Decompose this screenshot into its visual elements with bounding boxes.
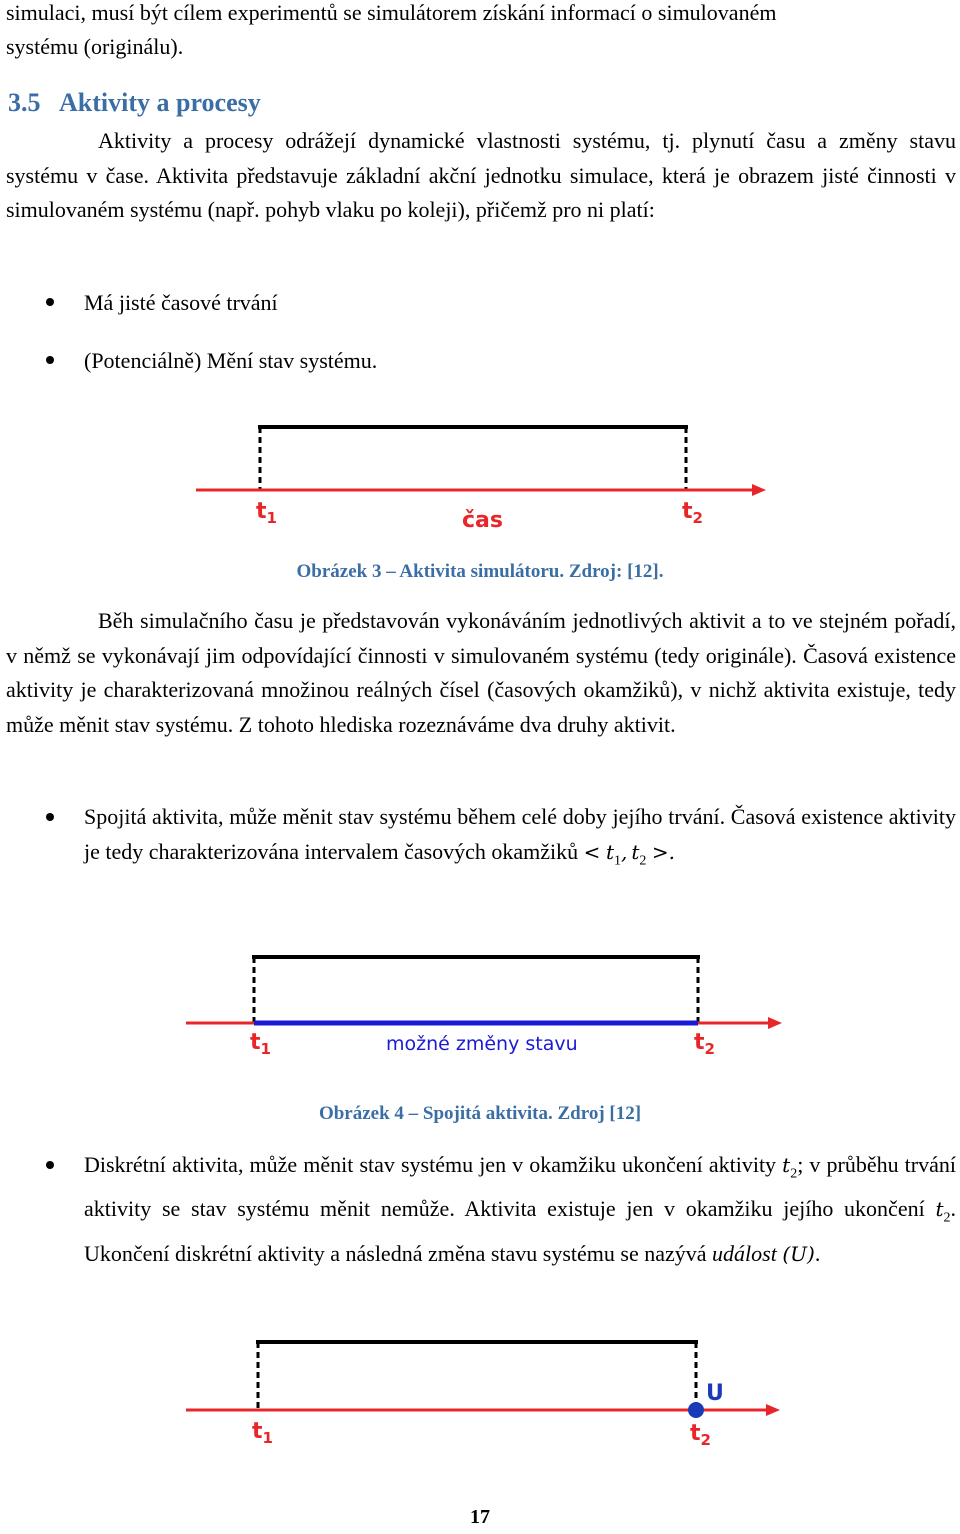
label-t2: $t_2$ <box>690 1421 711 1449</box>
section-heading <box>8 88 261 118</box>
label-event-u: U <box>706 1381 724 1406</box>
bullet-dot <box>46 356 54 364</box>
time-axis-arrow-icon <box>766 1404 780 1416</box>
bullet-item-discrete: Diskrétní aktivita, může měnit stav systému jen v okamžiku ukončení aktivity $t_2$; v průběhu trvání aktivity se stav systému měnit nemůže. Aktivita existuje jen v okamžiku jejího ukončení $t_2$. Ukončení diskrétní aktivity a následná změna stavu systému se nazývá událost (U). <box>84 1152 956 1266</box>
bullet-dot <box>46 1161 54 1169</box>
time-axis-arrow-icon <box>752 484 766 496</box>
label-possible-state-changes: možné změny stavu <box>386 1033 578 1055</box>
section-number: 3.5 <box>8 88 41 117</box>
bullet-item-state: (Potenciálně) Mění stav systému. <box>84 348 378 373</box>
intro-line-2: systému (originálu). <box>6 34 184 59</box>
label-t1: $t_1$ <box>256 499 277 527</box>
bullet-item-continuous: Spojitá aktivita, může měnit stav systému během celé doby jejího trvání. Časová existence aktivity je tedy charakterizována intervalem časových okamžiků < $t_1$, $t_2$ >. <box>84 804 956 869</box>
time-axis-arrow-icon <box>768 1017 782 1029</box>
bullet-dot <box>46 813 54 821</box>
label-t2: $t_2$ <box>682 499 703 527</box>
section-title: Aktivity a procesy <box>59 88 261 117</box>
event-point <box>688 1402 704 1418</box>
figure-activity-diagram <box>0 415 960 550</box>
figure-continuous-activity-diagram <box>0 945 960 1065</box>
paragraph-activities: Aktivity a procesy odrážejí dynamické vlastnosti systému, tj. plynutí času a změny stavu systému v čase. Aktivita představuje základní akční jednotku simulace, která je obrazem jisté činnosti v simulovaném systému (např. pohyb vlaku po koleji), přičemž pro ni platí: <box>6 128 956 222</box>
bullet-dot <box>46 298 54 306</box>
figure-4-caption: Obrázek 4 – Spojitá aktivita. Zdroj [12] <box>318 1103 642 1124</box>
figure-discrete-activity-diagram <box>0 1330 960 1460</box>
intro-line-1: simulaci, musí být cílem experimentů se simulátorem získání informací o simulovaném <box>6 0 777 25</box>
figure-3-caption: Obrázek 3 – Aktivita simulátoru. Zdroj: [12]. <box>296 561 664 582</box>
bullet-item-duration: Má jisté časové trvání <box>84 290 278 315</box>
page-number: 17 <box>470 1506 490 1528</box>
label-t1: $t_1$ <box>252 1419 273 1447</box>
paragraph-simulation-time: Běh simulačního času je představován vykonáváním jednotlivých aktivit a to ve stejném pořadí, v němž se vykonávají jim odpovídající činnosti v simulovaném systému (tedy originále). Časová existence aktivity je charakterizovaná množinou reálných čísel (časových okamžiků), v nichž aktivita existuje, tedy může měnit stav systému. Z tohoto hlediska rozeznáváme dva druhy aktivit. <box>6 608 956 737</box>
label-time: čas <box>462 508 503 533</box>
label-t2: $t_2$ <box>694 1030 715 1058</box>
label-t1: $t_1$ <box>250 1030 271 1058</box>
